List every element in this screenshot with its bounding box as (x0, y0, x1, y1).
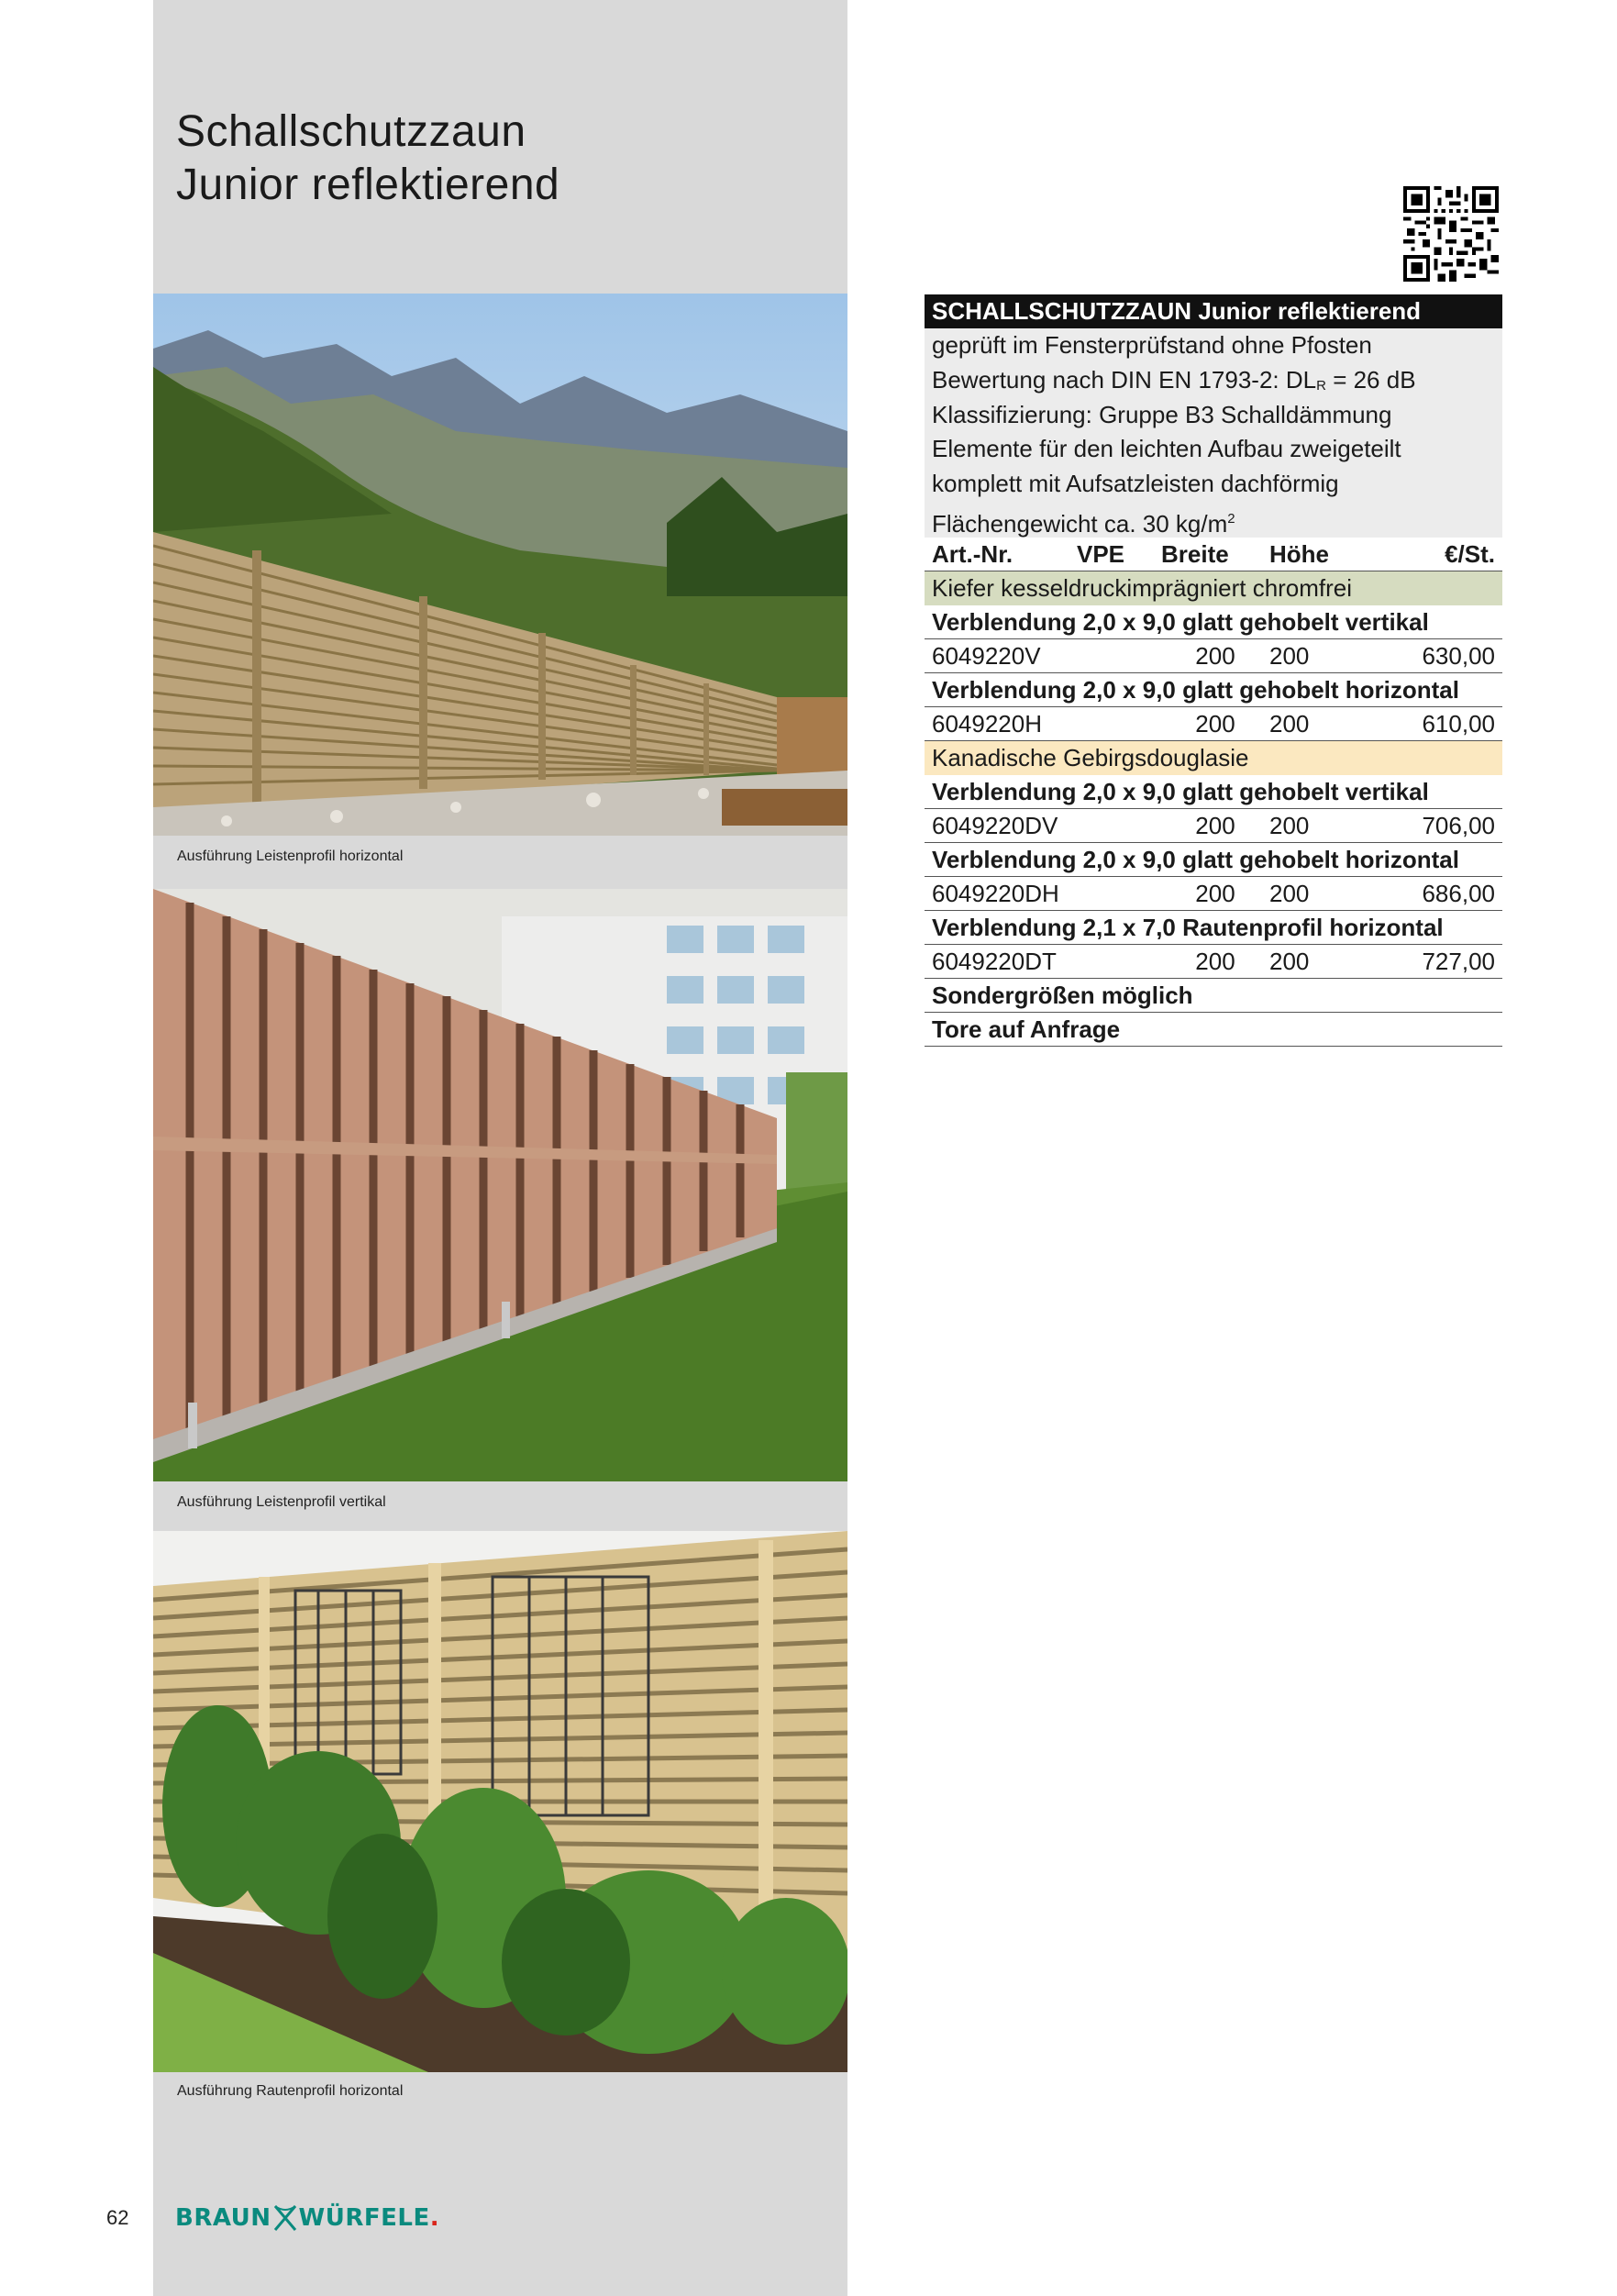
photo-caption-3: Ausführung Rautenprofil horizontal (177, 2083, 404, 2099)
table-subheading: Verblendung 2,1 x 7,0 Rautenprofil horizontal (925, 911, 1502, 945)
cell-price: 727,00 (1422, 947, 1495, 975)
cell-price: 610,00 (1422, 709, 1495, 738)
cell-price: 706,00 (1422, 811, 1495, 839)
spec-description (925, 328, 1502, 538)
cell-art-nr: 6049220V (932, 641, 1041, 670)
cell-breite: 200 (1195, 811, 1235, 839)
spec-desc-line1: geprüft im Fensterprüfstand ohne Pfosten (932, 331, 1372, 359)
cell-price: 630,00 (1422, 641, 1495, 670)
spec-desc-line6 (932, 502, 1495, 537)
page-title (176, 105, 559, 212)
table-header (925, 538, 1502, 571)
special-sizes-note: Sondergrößen möglich (925, 979, 1502, 1013)
table-row (925, 707, 1502, 741)
cell-price: 686,00 (1422, 879, 1495, 907)
cell-hoehe: 200 (1269, 947, 1310, 975)
cell-hoehe: 200 (1269, 641, 1310, 670)
table-row (925, 877, 1502, 911)
cell-hoehe: 200 (1269, 879, 1310, 907)
spec-desc-line2 (932, 363, 1495, 398)
table-row (925, 639, 1502, 673)
cell-vpe (1077, 809, 1161, 842)
header-breite: Breite (1161, 539, 1229, 568)
spec-desc-line2-a: Bewertung nach DIN EN 1793-2: DL (932, 365, 1317, 394)
page-title-line2: Junior reflektierend (176, 161, 560, 209)
table-subheading: Verblendung 2,0 x 9,0 glatt gehobelt horizontal (925, 673, 1502, 707)
cell-hoehe: 200 (1269, 811, 1310, 839)
cell-breite: 200 (1195, 947, 1235, 975)
material-pine: Kiefer kesseldruckimprägniert chromfrei (925, 571, 1502, 605)
spec-desc-line2-b: = 26 dB (1325, 365, 1416, 394)
cell-breite: 200 (1195, 879, 1235, 907)
header-hoehe: Höhe (1269, 539, 1329, 568)
cell-breite: 200 (1195, 709, 1235, 738)
table-row (925, 945, 1502, 979)
spec-desc-line2-sub: R (1316, 377, 1326, 394)
gates-note: Tore auf Anfrage (925, 1013, 1502, 1047)
photo-caption-1: Ausführung Leistenprofil horizontal (177, 849, 404, 864)
photo-vertical-fence (153, 889, 847, 1481)
page-title-line1: Schallschutzzaun (176, 107, 526, 156)
cell-hoehe: 200 (1269, 709, 1310, 738)
spec-desc-line5: komplett mit Aufsatzleisten dachförmig (932, 470, 1339, 498)
spec-table (925, 294, 1502, 1047)
brand-logo-part2: WÜRFELE (298, 2204, 430, 2232)
cell-vpe (1077, 877, 1161, 910)
cell-vpe (1077, 639, 1161, 672)
cell-art-nr: 6049220DT (932, 947, 1057, 975)
photo-caption-2: Ausführung Leistenprofil vertikal (177, 1494, 386, 1510)
spec-desc-line6-sup: 2 (1227, 510, 1235, 527)
brand-x-icon (272, 2202, 298, 2234)
table-row (925, 809, 1502, 843)
spec-desc-line6-a: Flächengewicht ca. 30 kg/m (932, 509, 1228, 538)
page-number: 62 (106, 2206, 129, 2229)
brand-logo (175, 2198, 439, 2238)
header-art-nr: Art.-Nr. (932, 539, 1013, 568)
spec-table-title (925, 294, 1502, 328)
header-vpe: VPE (1077, 539, 1125, 568)
spec-desc-line3: Klassifizierung: Gruppe B3 Schalldämmung (932, 400, 1392, 428)
cell-breite: 200 (1195, 641, 1235, 670)
material-douglas-fir: Kanadische Gebirgsdouglasie (925, 741, 1502, 775)
cell-art-nr: 6049220DV (932, 811, 1058, 839)
table-subheading: Verblendung 2,0 x 9,0 glatt gehobelt vertikal (925, 605, 1502, 639)
qr-code-icon[interactable] (1403, 186, 1499, 282)
table-subheading: Verblendung 2,0 x 9,0 glatt gehobelt horizontal (925, 843, 1502, 877)
spec-desc-line4: Elemente für den leichten Aufbau zweigeteilt (932, 435, 1401, 463)
brand-logo-dot: . (429, 2204, 440, 2232)
header-price: €/St. (1445, 539, 1495, 568)
spec-title-bold: SCHALLSCHUTZZAUN (932, 297, 1192, 325)
spec-title-rest: Junior reflektierend (1191, 297, 1422, 325)
cell-art-nr: 6049220DH (932, 879, 1059, 907)
brand-logo-part1: BRAUN (175, 2204, 271, 2232)
cell-art-nr: 6049220H (932, 709, 1042, 738)
table-subheading: Verblendung 2,0 x 9,0 glatt gehobelt vertikal (925, 775, 1502, 809)
photo-horizontal-fence (153, 294, 847, 836)
cell-vpe (1077, 707, 1161, 740)
cell-vpe (1077, 945, 1161, 978)
photo-rhombus-fence (153, 1531, 847, 2072)
